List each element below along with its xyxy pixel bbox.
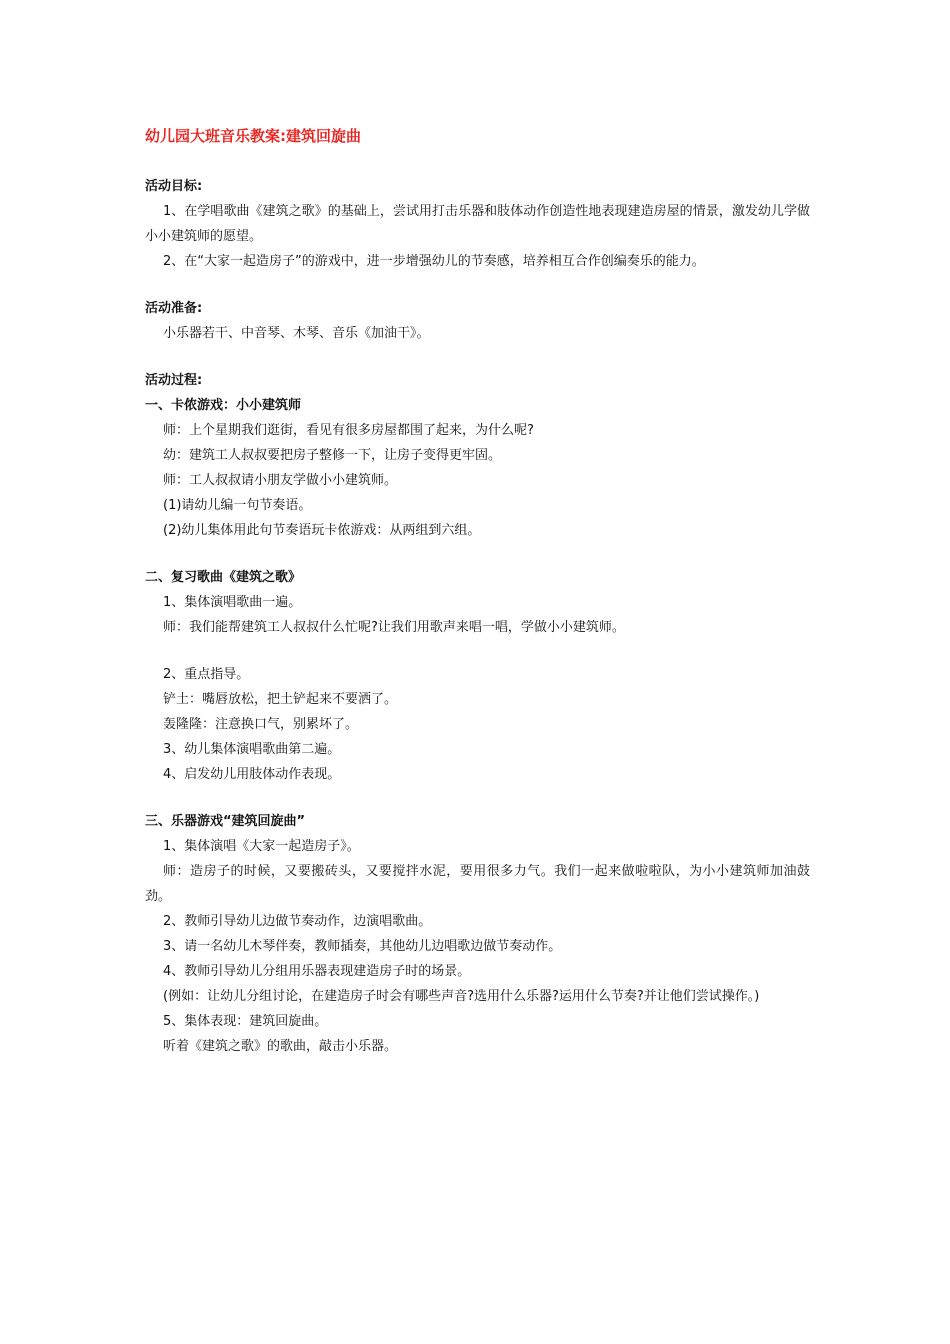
part1-heading: 一、卡侬游戏：小小建筑师: [145, 398, 302, 413]
part3-item: 师：造房子的时候，又要搬砖头，又要搅拌水泥，要用很多力气。我们一起来做啦啦队，为小小建筑师加油鼓劲。: [145, 864, 810, 904]
part3-item: 1、集体演唱《大家一起造房子》。: [163, 839, 360, 854]
part1-item: 师：工人叔叔请小朋友学做小小建筑师。: [163, 473, 398, 488]
part2-item: 1、集体演唱歌曲一遍。: [163, 595, 302, 610]
part2-heading: 二、复习歌曲《建筑之歌》: [145, 570, 302, 585]
part2-item: 2、重点指导。: [163, 667, 250, 682]
part3-item: 3、请一名幼儿木琴伴奏，教师插奏，其他幼儿边唱歌边做节奏动作。: [163, 939, 562, 954]
goals-item: 2、在“大家一起造房子”的游戏中，进一步增强幼儿的节奏感，培养相互合作创编奏乐的能力。: [163, 254, 705, 269]
part3-item: 5、集体表现：建筑回旋曲。: [163, 1014, 328, 1029]
document-page: [145, 124, 810, 1059]
part1-item: 师：上个星期我们逛街，看见有很多房屋都围了起来，为什么呢?: [163, 423, 534, 438]
prep-heading: 活动准备:: [145, 301, 203, 316]
part3-item: 4、教师引导幼儿分组用乐器表现建造房子时的场景。: [163, 964, 471, 979]
part2-item: 轰隆隆：注意换口气，别累坏了。: [163, 717, 359, 732]
part3-item: (例如：让幼儿分组讨论，在建造房子时会有哪些声音?选用什么乐器?运用什么节奏?并让他们尝试操作。): [163, 989, 760, 1004]
goals-item: 1、在学唱歌曲《建筑之歌》的基础上，尝试用打击乐器和肢体动作创造性地表现建造房屋的情景，激发幼儿学做小小建筑师的愿望。: [145, 204, 810, 244]
part1-item: 幼：建筑工人叔叔要把房子整修一下，让房子变得更牢固。: [163, 448, 502, 463]
part3-item: 2、教师引导幼儿边做节奏动作，边演唱歌曲。: [163, 914, 432, 929]
part1-item: (1)请幼儿编一句节奏语。: [163, 498, 312, 513]
part2-item: 铲土：嘴唇放松，把土铲起来不要洒了。: [163, 692, 398, 707]
prep-item: 小乐器若干、中音琴、木琴、音乐《加油干》。: [163, 326, 430, 341]
part2-item: 师：我们能帮建筑工人叔叔什么忙呢?让我们用歌声来唱一唱，学做小小建筑师。: [163, 620, 625, 635]
part2-item: 3、幼儿集体演唱歌曲第二遍。: [163, 742, 341, 757]
document-title: 幼儿园大班音乐教案:建筑回旋曲: [145, 127, 362, 145]
part1-item: (2)幼儿集体用此句节奏语玩卡侬游戏：从两组到六组。: [163, 523, 481, 538]
part3-heading: 三、乐器游戏“建筑回旋曲”: [145, 814, 306, 829]
goals-heading: 活动目标:: [145, 179, 203, 194]
part2-item: 4、启发幼儿用肢体动作表现。: [163, 767, 341, 782]
process-heading: 活动过程:: [145, 373, 203, 388]
part3-item: 听着《建筑之歌》的歌曲，敲击小乐器。: [163, 1039, 398, 1054]
